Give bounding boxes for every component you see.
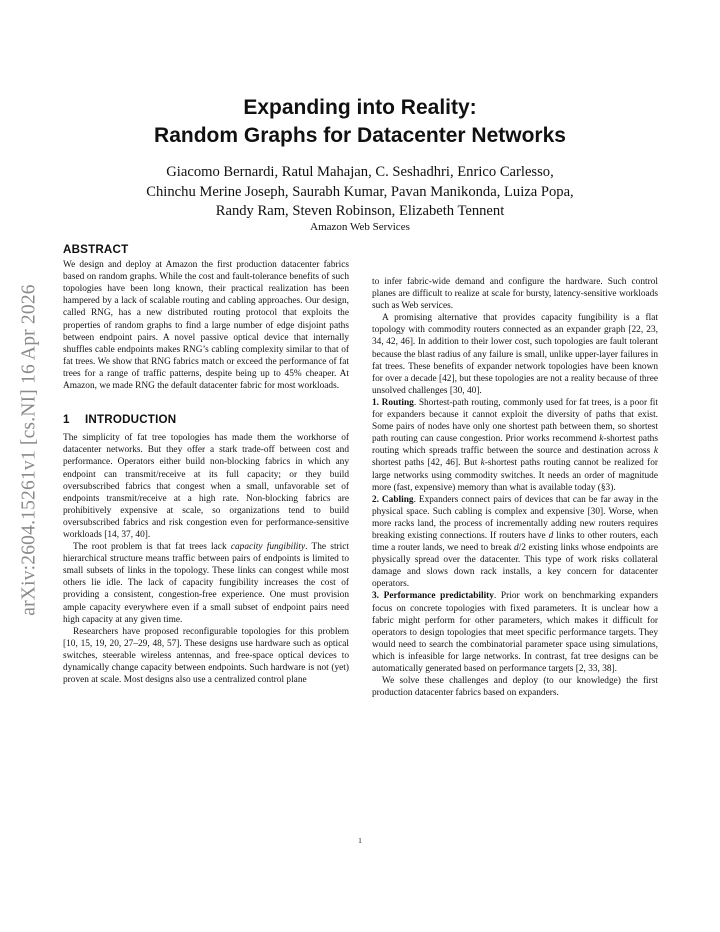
title-line-2: Random Graphs for Datacenter Networks (154, 124, 566, 147)
author-line-3: Randy Ram, Steven Robinson, Elizabeth Tennent (215, 203, 505, 219)
challenge-performance: 3. Performance predictability. Prior work on benchmarking expanders focus on concrete topologies with fixed parameters. It is unclear how a fabric might perform for other parameters, which makes it difficult for operators to design topologies that meet specific performance targets. They would need to search the combinatorial parameter space using simulations, which is infeasible for large networks. In contrast, fat tree designs can be automatically generated based on performance targets [2, 33, 38]. (372, 591, 659, 674)
challenge-performance-heading: 3. Performance predictability (372, 591, 494, 602)
emphasis-capacity-fungibility: capacity fungibility (230, 542, 306, 553)
arxiv-identifier-text: arXiv:2604.15261v1 [cs.NI] 16 Apr 2026 (19, 284, 41, 616)
solution-paragraph: We solve these challenges and deploy (to our knowledge) the first production datacenter fabrics based on expanders. (372, 676, 658, 699)
intro-paragraph-2: The root problem is that fat trees lack capacity fungibility. The strict hierarchical structure means traffic between pairs of endpoints is limited to small subsets of links in the topology. These links can congest while most others lie idle. The lack of capacity fungibility increases the cost of providing a consistent, congestion-free experience. One must provision ample capacity everywhere even if a small subset of endpoint pairs need high capacity at any given time. (63, 542, 349, 625)
expander-paragraph: A promising alternative that provides capacity fungibility is a flat topology with commodity routers connected as an expander graph [22, 23, 34, 42, 46]. In addition to their lower cost, such topologies are fault tolerant because the blast radius of any failure is small, unlike upper-layer failures in fat trees. These benefits of expander network topologies have been known for over a decade [42], but these topologies are not a reality because of three unsolved challenges [30, 40]. (372, 313, 658, 396)
intro-paragraph-3: Researchers have proposed reconfigurable topologies for this problem [10, 15, 19, 20, 27–29, 48, 57]. These designs use hardware such as optical switches, steerable wireless antennas, and free-space optical devices to dynamically change capacity between endpoints. Such hardware is not (yet) proven at scale. Most designs also use a centralized control plane (63, 626, 349, 686)
abstract-text: We design and deploy at Amazon the first production datacenter fabrics based on random graphs. While the cost and fault-tolerance benefits of such topologies have been long known, their practical realization has been hampered by a lack of scalable routing and cabling approaches. Our design, called RNG, has a new distributed routing protocol that exploits the properties of random graphs to find a large number of edge disjoint paths between endpoint pairs. A novel passive optical device that internally shuffles cable endpoints makes RNG’s cabling complexity similar to that of fat trees. We show that RNG fabrics match or exceed the performance of fat trees for a range of traffic patterns, despite being up to 45% cheaper. At Amazon, we made RNG the default datacenter fabric for most workloads. (63, 260, 349, 392)
author-line-2: Chinchu Merine Joseph, Saurabh Kumar, Pavan Manikonda, Luiza Popa, (146, 183, 574, 200)
challenge-cabling: 2. Cabling. Expanders connect pairs of devices that can be far away in the physical space. Such cabling is complex and expensive [30]. Worse, when more racks land, the process of incrementally adding new routers requires breaking existing connections. If routers have d links to other routers, each time a router lands, we need to break d/2 existing links whose endpoints are physically spread over the datacenter. This type of work risks collateral damage and slows down rack installs, a key concern for datacenter operators. (372, 494, 658, 590)
abstract-heading: ABSTRACT (63, 243, 129, 256)
challenge-routing-heading: 1. Routing (372, 397, 414, 408)
left-column (63, 244, 349, 686)
paper-title (100, 94, 620, 150)
author-list (90, 163, 630, 222)
section-heading-introduction (63, 414, 349, 426)
arxiv-identifier-stamp (10, 250, 50, 650)
section-number: 1 (63, 413, 70, 427)
intro-paragraph-continued: to infer fabric-wide demand and configure the hardware. Such control planes are difficult to realize at scale for bursty, latency-sensitive workloads such as Web services. (372, 277, 658, 312)
title-line-1: Expanding into Reality: (243, 96, 477, 119)
challenge-cabling-heading: 2. Cabling (372, 494, 414, 505)
intro-paragraph-1: The simplicity of fat tree topologies has made them the workhorse of datacenter networks. But they offer a stark trade-off between cost and performance. Operators either build non-blocking fabrics in which any endpoint can transmit/receive at its full capacity; or they build oversubscribed fabrics that congest when a small, unfavorable set of endpoints transmit/receive at a high rate. Non-blocking fabrics are prohibitively expensive at scale, so organizations tend to build oversubscribed fabrics and risk congestion even for performance-sensitive workloads [14, 37, 40]. (63, 433, 349, 540)
section-title: INTRODUCTION (85, 413, 177, 427)
challenge-routing: 1. Routing. Shortest-path routing, commonly used for fat trees, is a poor fit for expanders because it cannot exploit the diversity of paths that exist. Some pairs of nodes have only one shortest path between them, so shortest path routing can cause congestion. Prior works recommend k-shortest paths routing which spreads traffic between the source and destination across k shortest paths [42, 46]. But k-shortest paths routing cannot be realized for large networks using commodity switches. It needs an order of magnitude more (fast, expensive) memory than what is available today (§3). (372, 397, 658, 493)
right-column (372, 276, 658, 699)
affiliation: Amazon Web Services (310, 221, 410, 233)
page-number: 1 (358, 836, 362, 845)
author-line-1: Giacomo Bernardi, Ratul Mahajan, C. Seshadhri, Enrico Carlesso, (166, 164, 554, 180)
